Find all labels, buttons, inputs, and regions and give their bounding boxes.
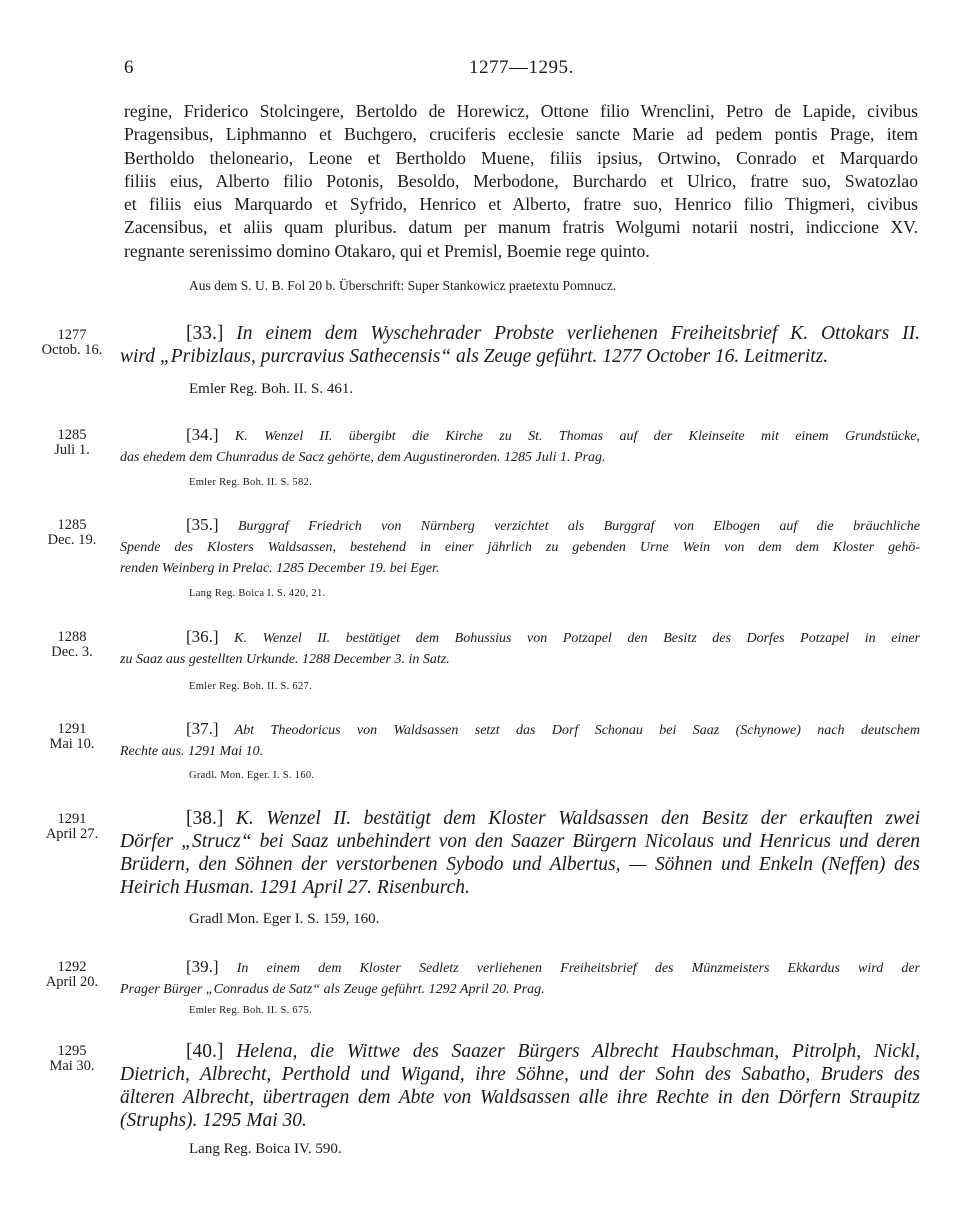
margin-day: Mai 30. — [49, 1058, 95, 1074]
margin-date — [36, 1044, 108, 1074]
entry-line — [120, 956, 920, 979]
entry-line — [120, 514, 920, 537]
entry-text: Helena, die Wittwe des Saazer Bürgers Albrecht Haubschman, Pitrolph, Nickl, — [236, 1041, 921, 1062]
entry-text: K. Wenzel II. bestätigt dem Kloster Waldsassen den Besitz der erkauften zwei — [235, 808, 920, 829]
entry-number: [36.] — [186, 627, 219, 646]
page-header — [0, 57, 960, 81]
entry-line: renden Weinberg in Prelac. 1285 December 19. bei Eger. — [120, 561, 440, 576]
entry-line — [120, 626, 920, 649]
intro-line: et filiis eius Marquardo et Syfrido, Henrico et Alberto, fratre suo, Henrico filio Thigmeri, civibus — [124, 194, 918, 215]
margin-date — [36, 630, 108, 660]
margin-day: Juli 1. — [54, 442, 90, 458]
regest-entry-33 — [120, 322, 920, 368]
margin-year: 1288 — [57, 629, 87, 645]
margin-year: 1291 — [57, 721, 87, 737]
entry-text: In einem dem Kloster Sedletz verliehenen Freiheitsbrief des Münzmeisters Ekkardus wird der — [236, 961, 921, 976]
regest-entry-36 — [120, 626, 920, 670]
entry-source: Lang Reg. Boica I. S. 420, 21. — [189, 588, 326, 599]
entry-number: [38.] — [186, 808, 224, 829]
entry-number: [39.] — [186, 957, 219, 976]
entry-line: Dörfer „Strucz“ bei Saaz unbehindert von den Saazer Bürgern Nicolaus und Henricus und deren — [120, 831, 920, 852]
entry-number: [37.] — [186, 719, 219, 738]
margin-date — [36, 428, 108, 458]
margin-date — [36, 722, 108, 752]
intro-line: regine, Friderico Stolcingere, Bertoldo de Horewicz, Ottone filio Wrenclini, Petro de Lapide, civibus — [124, 101, 918, 121]
regest-entry-39 — [120, 956, 920, 1000]
entry-source: Gradl. Mon. Eger. I. S. 160. — [189, 770, 315, 781]
entry-line: wird „Pribizlaus, purcravius Sathecensis“ als Zeuge geführt. 1277 October 16. Leitmeritz. — [120, 346, 829, 367]
entry-source: Emler Reg. Boh. II. S. 461. — [189, 381, 354, 397]
entry-line — [120, 718, 920, 741]
entry-number: [35.] — [186, 515, 219, 534]
entry-line: Spende des Klosters Waldsassen, bestehend in einer jährlich zu gebenden Urne Wein von dem dem Kloster gehö- — [120, 540, 920, 555]
entry-line: Heirich Husman. 1291 April 27. Risenburch. — [120, 877, 470, 898]
intro-source: Aus dem S. U. B. Fol 20 b. Überschrift: Super Stankowicz praetextu Pomnucz. — [189, 278, 617, 293]
margin-year: 1277 — [57, 327, 87, 343]
intro-line: regnante serenissimo domino Otakaro, qui et Premisl, Boemie rege quinto. — [124, 240, 650, 261]
entry-text: In einem dem Wyschehrader Probste verliehenen Freiheitsbrief K. Ottokars II. — [236, 323, 920, 344]
entry-line: Dietrich, Albrecht, Perthold und Wigand, ihre Söhne, und der Sohn des Sabatho, Bruders des — [120, 1064, 920, 1085]
entry-line: zu Saaz aus gestellten Urkunde. 1288 December 3. in Satz. — [120, 652, 450, 667]
margin-year: 1285 — [57, 427, 87, 443]
entry-source: Emler Reg. Boh. II. S. 675. — [189, 1005, 313, 1016]
entry-number: [40.] — [186, 1041, 224, 1062]
intro-line: filiis eius, Alberto filio Potonis, Besoldo, Merbodone, Burchardo et Ulrico, fratre suo, Swatozlao — [124, 170, 918, 191]
entry-text: K. Wenzel II. übergibt die Kirche zu St. Thomas auf der Kleinseite mit einem Grundstücke, — [234, 429, 920, 444]
entry-source: Emler Reg. Boh. II. S. 582. — [189, 477, 313, 488]
regest-entry-37 — [120, 718, 920, 762]
margin-date — [36, 328, 108, 358]
entry-line: älteren Albrecht, übertragen dem Abte von Waldsassen alle ihre Rechte in den Dörfern Straupitz — [120, 1087, 920, 1108]
margin-day: April 27. — [45, 826, 99, 842]
margin-year: 1291 — [57, 811, 87, 827]
regest-entry-40 — [120, 1040, 920, 1132]
entry-line: Rechte aus. 1291 Mai 10. — [120, 744, 264, 759]
regest-entry-38 — [120, 807, 920, 899]
margin-year: 1295 — [57, 1043, 87, 1059]
page-year-range: 1277—1295. — [469, 57, 574, 78]
entry-number: [34.] — [186, 425, 219, 444]
entry-line — [120, 1040, 920, 1063]
margin-day: Mai 10. — [49, 736, 95, 752]
entry-line — [120, 424, 920, 447]
regest-entry-34 — [120, 424, 920, 468]
entry-line: (Struphs). 1295 Mai 30. — [120, 1110, 307, 1131]
regest-entry-35 — [120, 514, 920, 579]
entry-line: Prager Bürger „Conradus de Satz“ als Zeuge geführt. 1292 April 20. Prag. — [120, 982, 545, 997]
margin-day: Dec. 3. — [51, 644, 93, 660]
entry-source: Lang Reg. Boica IV. 590. — [189, 1141, 342, 1157]
entry-line — [120, 322, 920, 345]
entry-line — [120, 807, 920, 830]
entry-source: Emler Reg. Boh. II. S. 627. — [189, 681, 313, 692]
margin-date — [36, 518, 108, 548]
margin-day: Dec. 19. — [47, 532, 97, 548]
entry-text: K. Wenzel II. bestätiget dem Bohussius von Potzapel den Besitz des Dorfes Potzapel in einer — [234, 631, 921, 646]
intro-line: Zacensibus, et aliis quam pluribus. datum per manum fratris Wolgumi notarii nostri, indiccione XV. — [124, 217, 918, 238]
page-number: 6 — [124, 57, 134, 78]
margin-date — [36, 960, 108, 990]
margin-year: 1285 — [57, 517, 87, 533]
entry-text: Abt Theodoricus von Waldsassen setzt das Dorf Schonau bei Saaz (Schynowe) nach deutschem — [234, 723, 921, 738]
entry-source: Gradl Mon. Eger I. S. 159, 160. — [189, 911, 380, 927]
entry-text: Burggraf Friedrich von Nürnberg verzichtet als Burggraf von Elbogen auf die bräuchliche — [237, 519, 920, 534]
margin-day: April 20. — [45, 974, 99, 990]
margin-day: Octob. 16. — [41, 342, 103, 358]
intro-line: Bertholdo theloneario, Leone et Bertholdo Muene, filiis ipsius, Ortwino, Conrado et Marquardo — [124, 147, 918, 168]
intro-line: Pragensibus, Liphmanno et Buchgero, cruciferis ecclesie sancte Marie ad pedem pontis Prage, item — [124, 124, 918, 145]
intro-paragraph — [124, 100, 918, 263]
margin-year: 1292 — [57, 959, 87, 975]
entry-number: [33.] — [186, 323, 224, 344]
margin-date — [36, 812, 108, 842]
entry-line: Brüdern, den Söhnen der verstorbenen Sybodo und Albertus, — Söhnen und Enkeln (Neffen) des — [120, 854, 920, 875]
entry-line: das ehedem dem Chunradus de Sacz gehörte, dem Augustinerorden. 1285 Juli 1. Prag. — [120, 450, 606, 465]
